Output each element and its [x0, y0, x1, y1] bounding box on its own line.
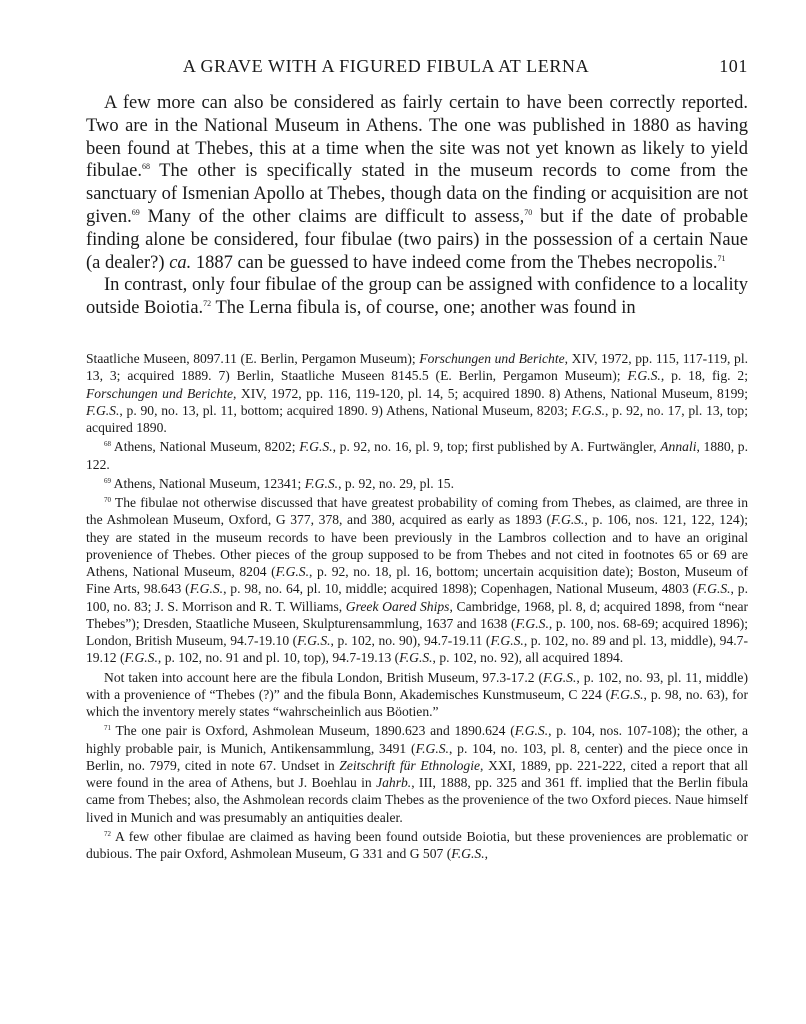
- footnote-ref-71[interactable]: 71: [717, 253, 726, 263]
- footnote-70: $^{70}$ The fibulae not otherwise discussed that have greatest probability of coming from Thebes, as claimed, are three in the Ashmolean Museum, Oxford, G 377, 378, and 380, acquired as early as 1893 (F.G.S., p. 106, nos. 121, 122, 124); they are stated in the museum records to have been previously in the Lambros collection and to have an original provenience of Thebes. Other pieces of the group supposed to be from Thebes and not cited in footnotes 65 or 69 are Athens, National Museum, 8204 (F.G.S., p. 92, no. 18, pl. 16, bottom; uncertain acquisition date); Boston, Museum of Fine Arts, 98.643 (F.G.S., p. 98, no. 64, pl. 10, middle; acquired 1898); Copenhagen, National Museum, 4803 (F.G.S., p. 100, no. 83; J. S. Morrison and R. T. Williams, Greek Oared Ships, Cambridge, 1968, pl. 8, d; acquired 1898, from “near Thebes”); Dresden, Staatliche Museen, Skulpturensammlung, 1637 and 1638 (F.G.S., p. 100, nos. 68-69; acquired 1896); London, British Museum, 94.7-19.10 (F.G.S., p. 102, no. 90), 94.7-19.11 (F.G.S., p. 102, no. 89 and pl. 13, middle), 94.7-19.12 (F.G.S., p. 102, no. 91 and pl. 10, top), 94.7-19.13 (F.G.S., p. 102, no. 92), all acquired 1894.: [86, 495, 749, 666]
- footnote-70-continuation: Not taken into account here are the fibula London, British Museum, 97.3-17.2 (F.G.S., p. 102, no. 93, pl. 11, middle) with a provenience of “Thebes (?)” and the fibula Bonn, Akademisches Kunstmuseum, C 224 (F.G.S., p. 98, no. 63), for which the inventory merely states “wahrscheinlich aus Böotien.”: [86, 669, 748, 719]
- page-number: 101: [719, 56, 748, 76]
- footnote-number: 72: [104, 829, 111, 838]
- footnote-ref-72[interactable]: 72: [203, 299, 212, 309]
- footnote-72: $^{72}$ A few other fibulae are claimed as having been found outside Boiotia, but these proveniences are problematic or dubious. The pair Oxford, Ashmolean Museum, G 331 and G 507 (F.G.S.,: [86, 828, 748, 861]
- body-paragraph-2: In contrast, only four fibulae of the group can be assigned with confidence to a locality outside Boiotia.$^{72}$ The Lerna fibula is, of course, one; another was found in: [86, 275, 748, 319]
- body-paragraph-1: A few more can also be considered as fairly certain to have been correctly reported. Two are in the National Museum in Athens. The one was published in 1880 as having been found at Thebes, this at a time when the site was not yet known as likely to yield fibulae.$^{68}$ The other is specifically stated in the museum records to come from the sanctuary of Ismenian Apollo at Thebes, though data on the finding or acquisition are not given.$^{69}$ Many of the other claims are difficult to assess,$^{70}$ but if the date of probable finding alone be considered, four fibulae (two pairs) in the possession of a certain Naue (a dealer?) ca. 1887 can be guessed to have indeed come from the Thebes necropolis.$^{71}$: [86, 93, 748, 273]
- footnote-ref-68[interactable]: 68: [142, 162, 150, 172]
- footnote-71: $^{71}$ The one pair is Oxford, Ashmolean Museum, 1890.623 and 1890.624 (F.G.S., p. 104, nos. 107-108); the other, a highly probable pair, is Munich, Antikensammlung, 3491 (F.G.S., p. 104, no. 103, pl. 8, center) and the piece once in Berlin, no. 7979, cited in note 67. Undset in Zeitschrift für Ethnologie, XXI, 1889, pp. 221-222, cited a report that all were found in the area of Athens, but J. Boehlau in Jahrb., III, 1888, pp. 325 and 361 ff. implied that the Berlin fibula came from Thebes; also, the Ashmolean records claim Thebes as the provenience of the two Oxford pieces. Naue himself lived in Munich and was presumably an antiquities dealer.: [86, 723, 749, 825]
- footnote-number: 70: [104, 496, 111, 504]
- footnote-68: $^{68}$ Athens, National Museum, 8202; F.G.S., p. 92, no. 16, pl. 9, top; first published by A. Furtwängler, Annali, 1880, p. 122.: [86, 439, 748, 472]
- footnotes-section: [86, 350, 748, 862]
- footnote-number: 68: [104, 440, 111, 449]
- footnote-continued: Staatliche Museen, 8097.11 (E. Berlin, Pergamon Museum); Forschungen und Berichte, XIV, 1972, pp. 115, 117-119, pl. 13, 3; acquired 1889. 7) Berlin, Staatliche Museen 8145.5 (E. Berlin, Pergamon Museum); F.G.S., p. 18, fig. 2; Forschungen und Berichte, XIV, 1972, pp. 116, 119-120, pl. 14, 5; acquired 1890. 8) Athens, National Museum, 8199; F.G.S., p. 90, no. 13, pl. 11, bottom; acquired 1890. 9) Athens, National Museum, 8203; F.G.S., p. 92, no. 17, pl. 13, top; acquired 1890.: [86, 351, 748, 435]
- footnote-number: 71: [104, 724, 111, 733]
- footnote-ref-69[interactable]: 69: [131, 207, 140, 217]
- running-header: [86, 56, 748, 80]
- footnote-ref-70[interactable]: 70: [524, 207, 533, 217]
- footnote-number: 69: [104, 476, 111, 485]
- footnote-69: $^{69}$ Athens, National Museum, 12341; F.G.S., p. 92, no. 29, pl. 15.: [104, 475, 455, 491]
- main-text: [86, 92, 748, 320]
- running-title: A GRAVE WITH A FIGURED FIBULA AT LERNA: [182, 56, 590, 76]
